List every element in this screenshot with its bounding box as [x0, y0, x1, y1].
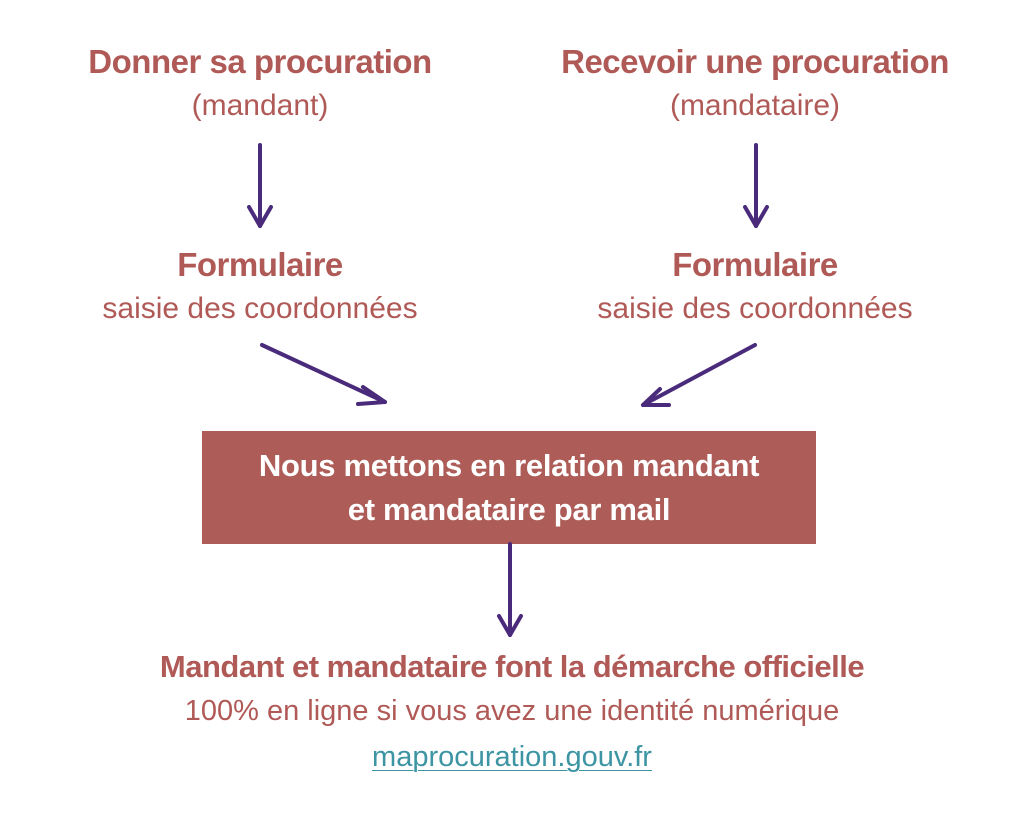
give-proxy-title: Donner sa procuration — [88, 43, 432, 80]
maprocuration-link[interactable]: maprocuration.gouv.fr — [372, 741, 652, 773]
right-form-subtitle: saisie des coordonnées — [597, 292, 913, 325]
left-form-title: Formulaire — [177, 246, 343, 283]
receive-proxy-title: Recevoir une procuration — [561, 43, 949, 80]
receive-proxy-subtitle: (mandataire) — [669, 89, 841, 122]
relation-box-line-2: et mandataire par mail — [347, 491, 671, 527]
left-form-subtitle: saisie des coordonnées — [102, 292, 418, 325]
arrow-left-form-to-box — [262, 345, 385, 402]
right-form-title: Formulaire — [672, 246, 838, 283]
official-step-title: Mandant et mandataire font la démarche officielle — [159, 649, 865, 684]
arrow-right-form-to-box — [643, 345, 755, 405]
official-step-subtitle: 100% en ligne si vous avez une identité numérique — [184, 695, 840, 727]
give-proxy-subtitle: (mandant) — [191, 89, 329, 122]
relation-box-line-1: Nous mettons en relation mandant — [258, 447, 760, 483]
